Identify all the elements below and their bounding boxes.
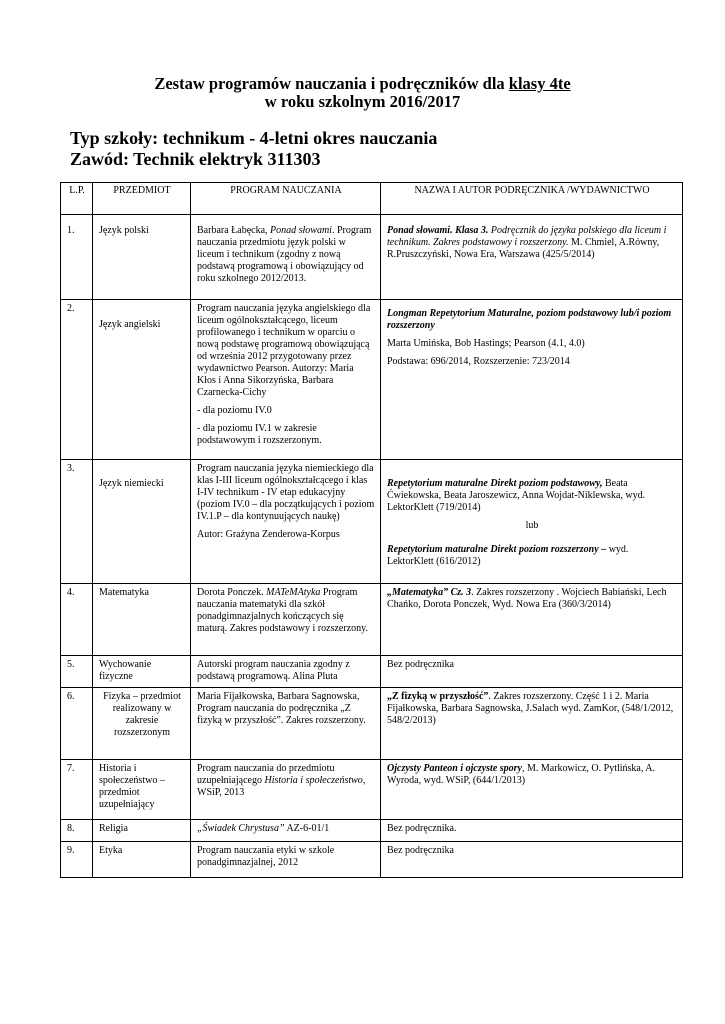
table-row [61, 300, 683, 460]
row-lp: 1. [61, 215, 93, 300]
row-subject: Etyka [93, 842, 191, 878]
table-row [61, 760, 683, 820]
row-lp: 9. [61, 842, 93, 878]
row-program: „Świadek Chrystusa” AZ-6-01/1 [191, 820, 381, 842]
row-subject: Historia i społeczeństwo – przedmiot uzupełniający [93, 760, 191, 820]
table-row [61, 656, 683, 688]
row-textbook: „Z fizyką w przyszłość”. Zakres rozszerzony. Część 1 i 2. Maria Fijałkowska, Barbara Sagnowska, J.Salach wyd. ZamKor, (548/1/2012, 548/2/2013) [381, 688, 683, 760]
row-textbook: Bez podręcznika [381, 656, 683, 688]
row-lp: 5. [61, 656, 93, 688]
row-program: Autorski program nauczania zgodny z podstawą programową. Alina Pluta [191, 656, 381, 688]
programs-table [60, 182, 683, 878]
row-lp: 6. [61, 688, 93, 760]
table-row [61, 215, 683, 300]
row-textbook: Bez podręcznika [381, 842, 683, 878]
row-lp: 2. [61, 300, 93, 460]
row-program: Program nauczania języka angielskiego dla liceum ogólnokształcącego, liceum profilowanego i technikum w oparciu o nową podstawę programową obowiązującą od września 2012 przygotowany przez wydawnictwo Pearson. Autorzy: Maria Kłos i Anna Sikorzyńska, Barbara Czarnecka-Cichy - dla poziomu IV.0 - dla poziomu IV.1 w zakresie podstawowym i rozszerzonym. [191, 300, 381, 460]
row-program: Dorota Ponczek. MATeMAtyka Program nauczania matematyki dla szkół ponadgimnazjalnych kończących się maturą. Zakres podstawowy i rozszerzony. [191, 584, 381, 656]
table-row [61, 842, 683, 878]
header-subject: PRZEDMIOT [93, 183, 191, 215]
document-title-line2: w roku szkolnym 2016/2017 [264, 92, 461, 111]
row-program: Barbara Łabęcka, Ponad słowami. Program nauczania przedmiotu język polski w liceum i technikum (zgodny z nową podstawą programową i obowiązujący od roku szkolnego 2012/2013. [191, 215, 381, 300]
row-subject: Język niemiecki [93, 460, 191, 584]
table-header-row [61, 183, 683, 215]
profession-heading: Zawód: Technik elektryk 311303 [70, 149, 321, 169]
table-row [61, 584, 683, 656]
title-class-underlined: klasy 4te [508, 74, 571, 93]
row-textbook: Repetytorium maturalne Direkt poziom podstawowy, Beata Ćwiekowska, Beata Jaroszewicz, Anna Wojdat-Niklewska, wyd. LektorKlett (719/2014) lub Repetytorium maturalne Direkt poziom rozszerzony – wyd. LektorKlett (616/2012) [381, 460, 683, 584]
row-textbook: Ojczysty Panteon i ojczyste spory, M. Markowicz, O. Pytlińska, A. Wyroda, wyd. WSiP, (644/1/2013) [381, 760, 683, 820]
header-textbook: NAZWA I AUTOR PODRĘCZNIKA /WYDAWNICTWO [381, 183, 683, 215]
row-lp: 4. [61, 584, 93, 656]
document-title-line1 [60, 75, 665, 93]
row-program: Program nauczania do przedmiotu uzupełniającego Historia i społeczeństwo, WSiP, 2013 [191, 760, 381, 820]
row-textbook: „Matematyka” Cz. 3. Zakres rozszerzony . Wojciech Babiański, Lech Chańko, Dorota Ponczek, Wyd. Nowa Era (360/3/2014) [381, 584, 683, 656]
row-textbook: Ponad słowami. Klasa 3. Podręcznik do języka polskiego dla liceum i technikum. Zakres podstawowy i rozszerzony. M. Chmiel, A.Równy, R.Pruszczyński, Nowa Era, Warszawa (425/5/2014) [381, 215, 683, 300]
school-type-heading: Typ szkoły: technikum - 4-letni okres nauczania [70, 128, 438, 148]
row-subject: Język polski [93, 215, 191, 300]
row-program: Maria Fijałkowska, Barbara Sagnowska, Program nauczania do podręcznika „Z fizyką w przyszłość”. Zakres rozszerzony. [191, 688, 381, 760]
row-textbook: Longman Repetytorium Maturalne, poziom podstawowy lub/i poziom rozszerzony Marta Umińska, Bob Hastings; Pearson (4.1, 4.0) Podstawa: 696/2014, Rozszerzenie: 723/2014 [381, 300, 683, 460]
row-lp: 3. [61, 460, 93, 584]
row-program: Program nauczania etyki w szkole ponadgimnazjalnej, 2012 [191, 842, 381, 878]
row-textbook: Bez podręcznika. [381, 820, 683, 842]
title-prefix: Zestaw programów nauczania i podręczników dla [154, 74, 509, 93]
table-row [61, 820, 683, 842]
table-row [61, 460, 683, 584]
row-subject: Język angielski [93, 300, 191, 460]
row-lp: 8. [61, 820, 93, 842]
row-subject: Matematyka [93, 584, 191, 656]
row-lp: 7. [61, 760, 93, 820]
row-subject: Fizyka – przedmiot realizowany w zakresie rozszerzonym [93, 688, 191, 760]
table-row [61, 688, 683, 760]
header-program: PROGRAM NAUCZANIA [191, 183, 381, 215]
row-program: Program nauczania języka niemieckiego dla klas I-III liceum ogólnokształcącego i klas I-IV technikum - IV etap edukacyjny (poziom IV.0 – dla początkujących i poziom IV.1.P – dla kontynuujących naukę) Autor: Grażyna Zenderowa-Korpus [191, 460, 381, 584]
row-subject: Religia [93, 820, 191, 842]
row-subject: Wychowanie fizyczne [93, 656, 191, 688]
header-lp: L.P. [61, 183, 93, 215]
